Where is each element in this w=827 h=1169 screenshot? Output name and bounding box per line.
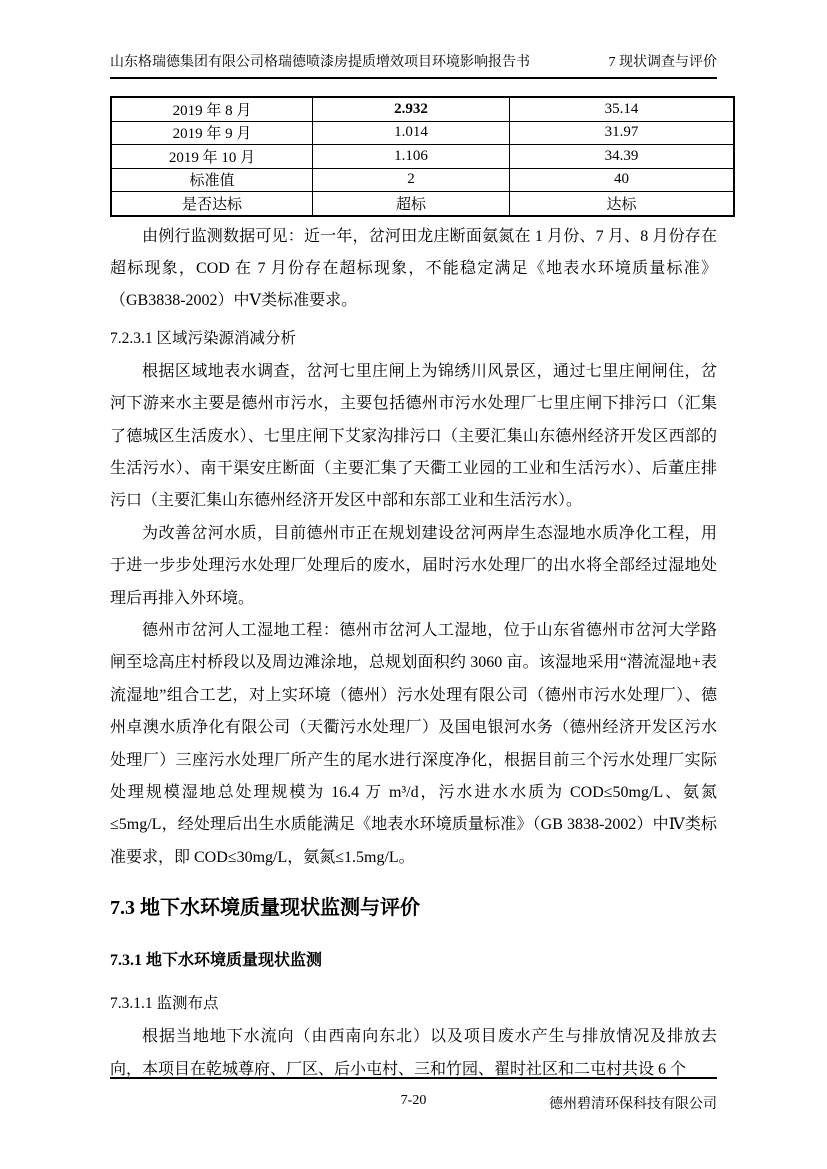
table-cell-ammonia: 1.106 bbox=[313, 145, 510, 169]
table-cell-cod: 40 bbox=[510, 168, 735, 192]
monitoring-data-table bbox=[110, 96, 735, 217]
header-chapter-title: 7 现状调查与评价 bbox=[608, 55, 717, 70]
table-cell-ammonia: 2.932 bbox=[313, 97, 510, 121]
page-footer bbox=[110, 1077, 717, 1113]
table-cell-cod: 31.97 bbox=[510, 121, 735, 145]
page-header bbox=[110, 53, 717, 79]
paragraph-wetland-plan: 为改善岔河水质，目前德州市正在规划建设岔河两岸生态湿地水质净化工程，用于进一步步处理污水处理厂处理后的废水，届时污水处理厂的出水将全部经过湿地处理后再排入外环境。 bbox=[110, 524, 717, 607]
table-row bbox=[111, 192, 734, 216]
footer-row bbox=[110, 1093, 717, 1113]
header-report-title: 山东格瑞德集团有限公司格瑞德喷漆房提质增效项目环境影响报告书 bbox=[110, 55, 530, 70]
table-row bbox=[111, 145, 734, 169]
table-cell-cod: 达标 bbox=[510, 192, 735, 216]
table-cell-period: 2019 年 10 月 bbox=[111, 145, 313, 169]
paragraph-monitoring-summary: 由例行监测数据可见：近一年，岔河田龙庄断面氨氮在 1 月份、7 月、8 月份存在超标现象，COD 在 7 月份存在超标现象，不能稳定满足《地表水环境质量标准》（GB3838-2002）中Ⅴ类标准要求。 bbox=[110, 227, 717, 310]
table-cell-period: 是否达标 bbox=[111, 192, 313, 216]
table-cell-period: 2019 年 8 月 bbox=[111, 97, 313, 121]
heading-7-3: 7.3 地下水环境质量现状监测与评价 bbox=[110, 897, 420, 920]
heading-7-3-1-1: 7.3.1.1 监测布点 bbox=[110, 995, 219, 1013]
heading-7-2-3-1: 7.2.3.1 区域污染源消减分析 bbox=[110, 329, 297, 347]
table-row bbox=[111, 168, 734, 192]
paragraph-groundwater-monitoring: 根据当地地下水流向（由西南向东北）以及项目废水产生与排放情况及排放去向，本项目在乾城尊府、厂区、后小屯村、三和竹园、翟时社区和二屯村共设 6 个 bbox=[110, 1028, 717, 1078]
table-row bbox=[111, 97, 734, 121]
table-cell-period: 标准值 bbox=[111, 168, 313, 192]
footer-company-name: 德州碧清环保科技有限公司 bbox=[549, 1097, 717, 1112]
table-row bbox=[111, 121, 734, 145]
content-column bbox=[110, 0, 717, 1086]
table-cell-period: 2019 年 9 月 bbox=[111, 121, 313, 145]
paragraph-wetland-project: 德州市岔河人工湿地工程：德州市岔河人工湿地，位于山东省德州市岔河大学路闸至埝高庄村桥段以及周边滩涂地，总规划面积约 3060 亩。该湿地采用“潜流湿地+表流湿地”组合工艺，对上实环境（德州）污水处理有限公司（德州市污水处理厂）、德州卓澳水质净化有限公司（天衢污水处理厂）及国电银河水务（德州经济开发区污水处理厂）三座污水处理厂所产生的尾水进行深度净化，根据目前三个污水处理厂实际处理规模湿地总处理规模为 16.4 万 m³/d，污水进水水质为 COD≤50mg/L、氨氮≤5mg/L，经处理后出生水质能满足《地表水环境质量标准》（GB 3838-2002）中Ⅳ类标准要求，即 COD≤30mg/L，氨氮≤1.5mg/L。 bbox=[110, 621, 717, 866]
table-cell-ammonia: 2 bbox=[313, 168, 510, 192]
page-number: 7-20 bbox=[400, 1093, 427, 1108]
paragraph-pollution-sources: 根据区域地表水调查，岔河七里庄闸上为锦绣川风景区，通过七里庄闸闸住，岔河下游来水主要是德州市污水，主要包括德州市污水处理厂七里庄闸下排污口（汇集了德城区生活废水）、七里庄闸下艾家沟排污口（主要汇集山东德州经济开发区西部的生活污水）、南干渠安庄断面（主要汇集了天衢工业园的工业和生活污水）、后董庄排污口（主要汇集山东德州经济开发区中部和东部工业和生活污水）。 bbox=[110, 362, 717, 510]
table-cell-cod: 34.39 bbox=[510, 145, 735, 169]
heading-7-3-1: 7.3.1 地下水环境质量现状监测 bbox=[110, 952, 323, 970]
table-cell-cod: 35.14 bbox=[510, 97, 735, 121]
table-cell-ammonia: 1.014 bbox=[313, 121, 510, 145]
table-cell-ammonia: 超标 bbox=[313, 192, 510, 216]
